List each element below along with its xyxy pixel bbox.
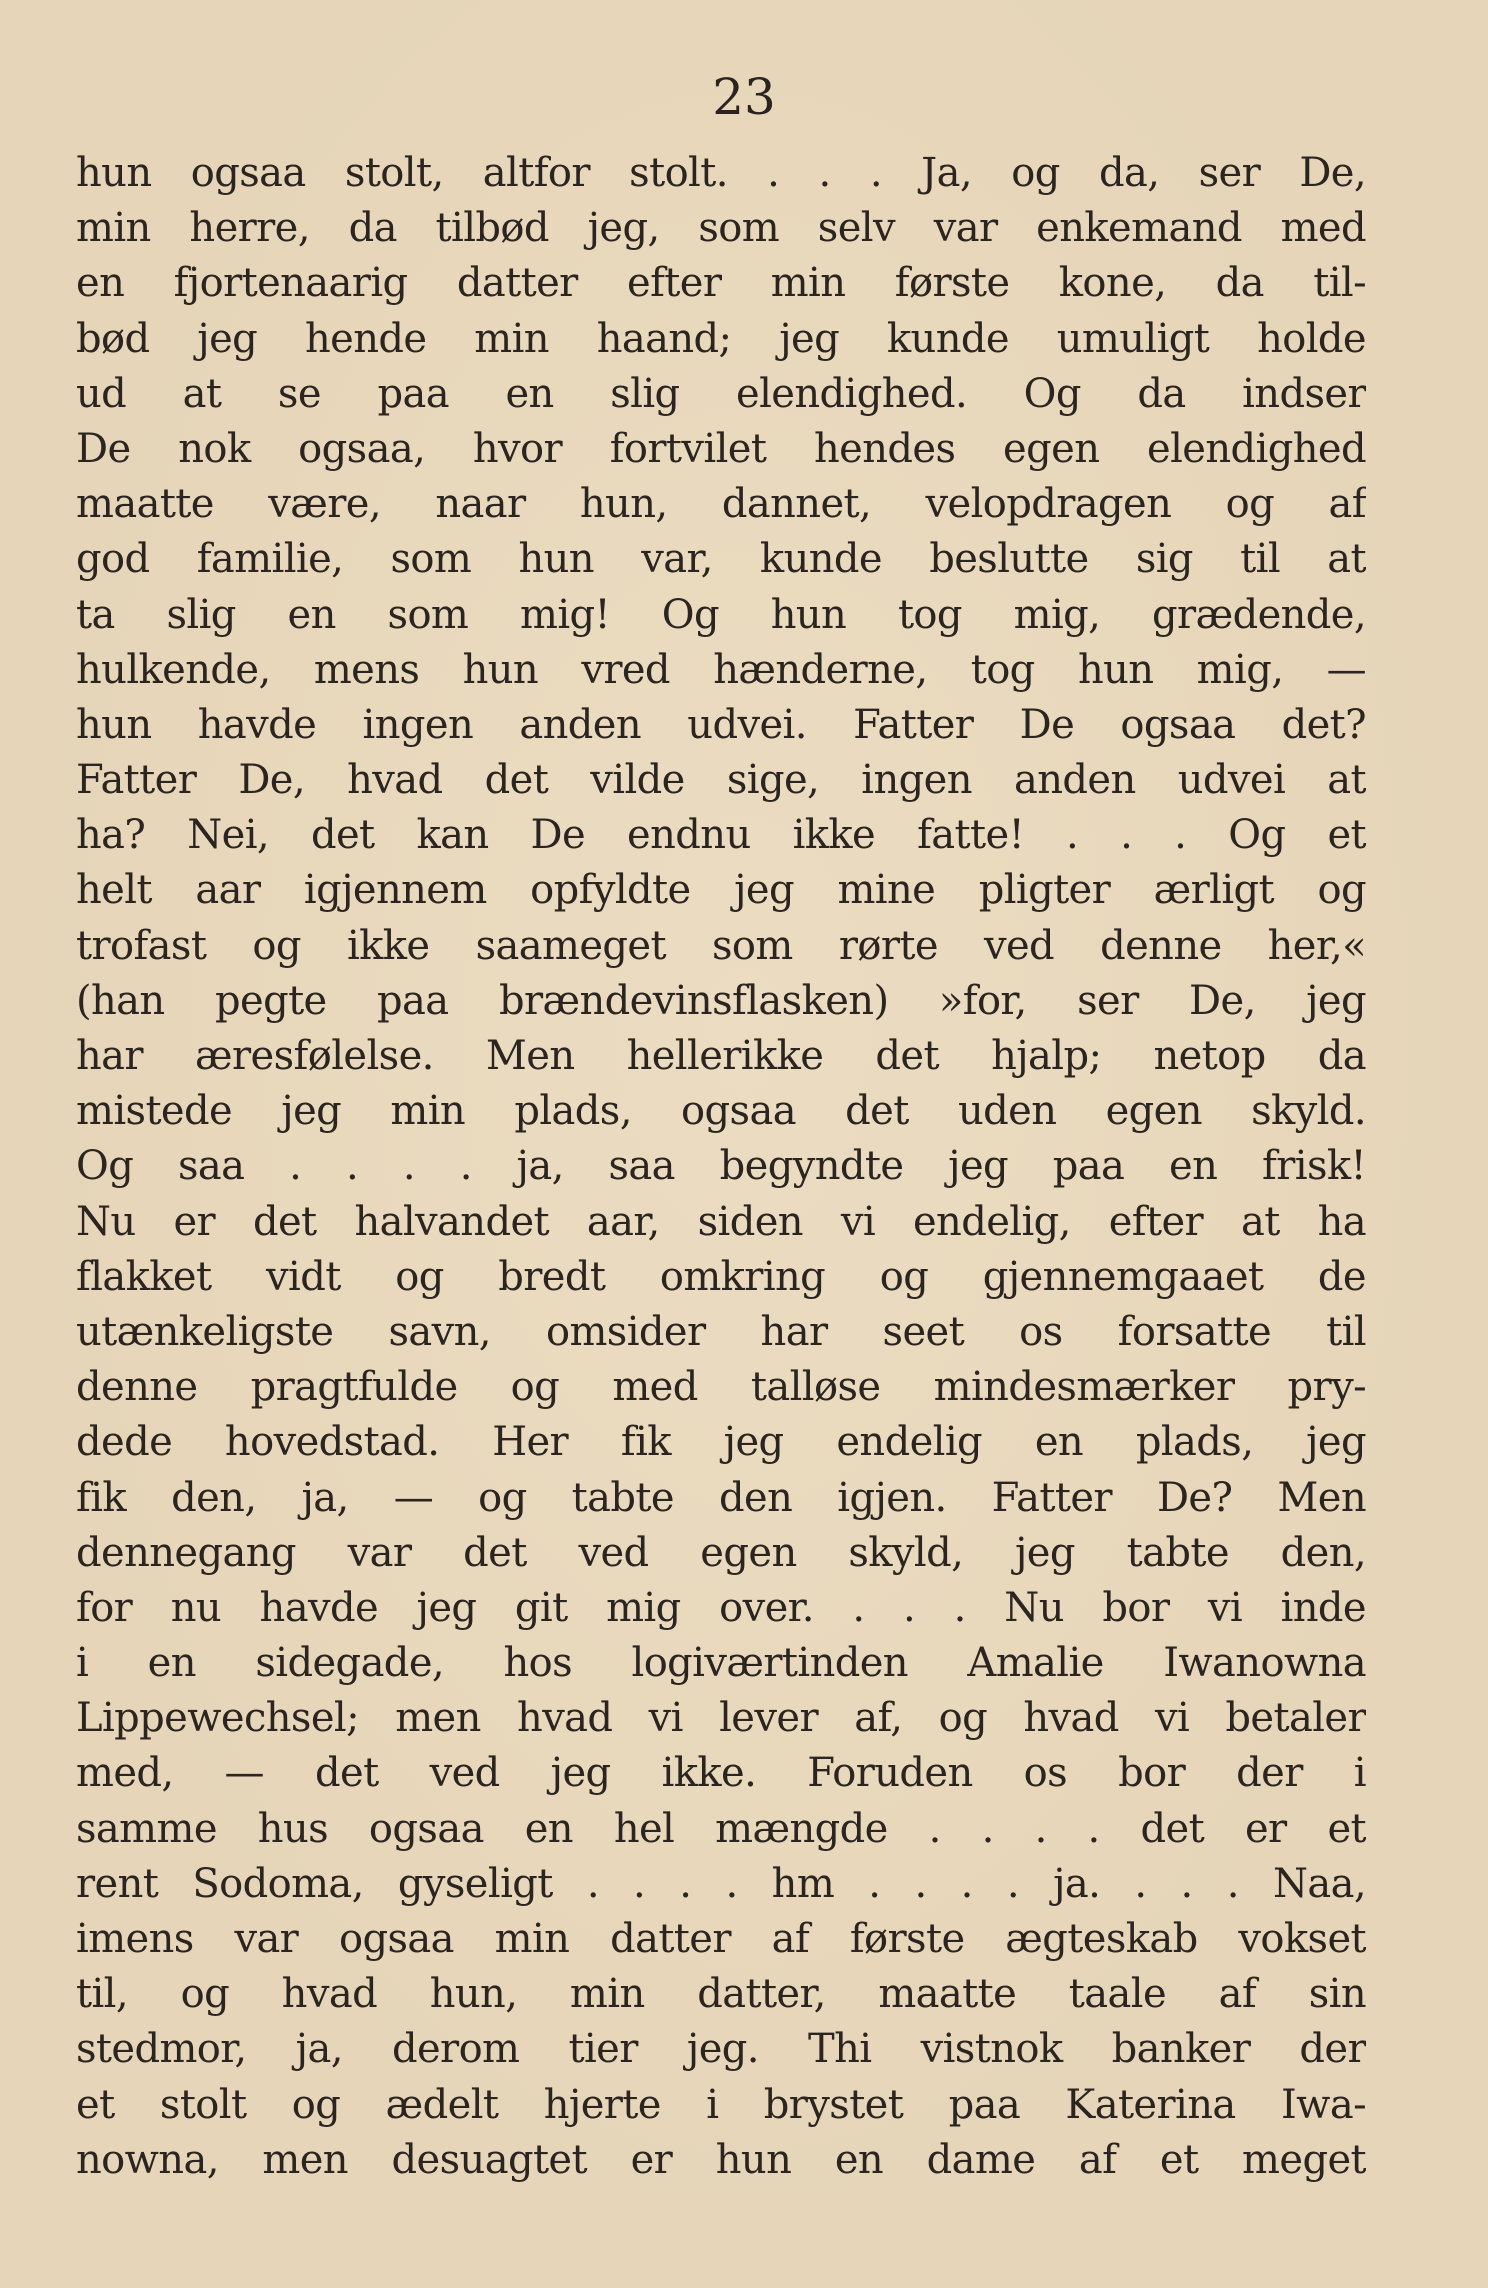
text-line: en fjortenaarig datter efter min første kone, da til- — [76, 260, 1366, 307]
text-line: god familie, som hun var, kunde beslutte sig til at — [76, 536, 1366, 583]
text-line: flakket vidt og bredt omkring og gjennemgaaet de — [76, 1253, 1366, 1300]
text-line: ud at se paa en slig elendighed. Og da indser — [76, 370, 1366, 417]
text-line: fik den, ja, — og tabte den igjen. Fatter De? Men — [76, 1474, 1366, 1521]
text-line: Og saa . . . . ja, saa begyndte jeg paa en frisk! — [76, 1143, 1366, 1190]
text-line: dennegang var det ved egen skyld, jeg tabte den, — [76, 1529, 1366, 1576]
body-text — [76, 146, 1366, 2188]
text-line: ha? Nei, det kan De endnu ikke fatte! . . . Og et — [76, 812, 1366, 859]
text-line: et stolt og ædelt hjerte i brystet paa Katerina Iwa- — [76, 2081, 1366, 2128]
text-line: mistede jeg min plads, ogsaa det uden egen skyld. — [76, 1088, 1366, 1135]
text-line: til, og hvad hun, min datter, maatte taale af sin — [76, 1971, 1366, 2018]
text-line: i en sidegade, hos logiværtinden Amalie Iwanowna — [76, 1640, 1366, 1687]
text-line: hun havde ingen anden udvei. Fatter De ogsaa det? — [76, 701, 1366, 748]
text-line: hun ogsaa stolt, altfor stolt. . . . Ja, og da, ser De, — [76, 150, 1366, 196]
text-line: samme hus ogsaa en hel mængde . . . . det er et — [76, 1805, 1366, 1852]
text-line: helt aar igjennem opfyldte jeg mine pligter ærligt og — [76, 867, 1366, 914]
text-line: hulkende, mens hun vred hænderne, tog hun mig, — — [76, 646, 1366, 693]
text-line: (han pegte paa brændevinsflasken) »for, ser De, jeg — [76, 977, 1366, 1024]
text-line: med, — det ved jeg ikke. Foruden os bor der i — [76, 1750, 1366, 1797]
text-line: ta slig en som mig! Og hun tog mig, grædende, — [76, 591, 1366, 638]
text-line: imens var ogsaa min datter af første ægteskab vokset — [76, 1916, 1366, 1962]
text-line: har æresfølelse. Men hellerikke det hjalp; netop da — [76, 1033, 1366, 1079]
text-line: bød jeg hende min haand; jeg kunde umuligt holde — [76, 315, 1366, 362]
text-line: nowna, men desuagtet er hun en dame af et meget — [76, 2136, 1366, 2183]
text-line: Nu er det halvandet aar, siden vi endelig, efter at ha — [76, 1198, 1366, 1245]
text-line: for nu havde jeg git mig over. . . . Nu bor vi inde — [76, 1584, 1366, 1631]
text-line: trofast og ikke saameget som rørte ved denne her,« — [76, 922, 1366, 969]
text-line: rent Sodoma, gyseligt . . . . hm . . . . ja. . . . Naa, — [76, 1860, 1366, 1907]
text-line: Fatter De, hvad det vilde sige, ingen anden udvei at — [76, 757, 1366, 804]
text-line: De nok ogsaa, hvor fortvilet hendes egen elendighed — [76, 425, 1366, 472]
text-line: denne pragtfulde og med talløse mindesmærker pry- — [76, 1364, 1366, 1411]
text-line: maatte være, naar hun, dannet, velopdragen og af — [76, 481, 1366, 528]
text-line: Lippewechsel; men hvad vi lever af, og hvad vi betaler — [76, 1695, 1366, 1742]
text-line: min herre, da tilbød jeg, som selv var enkemand med — [76, 205, 1366, 252]
page-number: 23 — [712, 68, 776, 126]
text-line: utænkeligste savn, omsider har seet os forsatte til — [76, 1308, 1366, 1355]
text-line: dede hovedstad. Her fik jeg endelig en plads, jeg — [76, 1419, 1366, 1466]
text-line: stedmor, ja, derom tier jeg. Thi vistnok banker der — [76, 2026, 1366, 2073]
